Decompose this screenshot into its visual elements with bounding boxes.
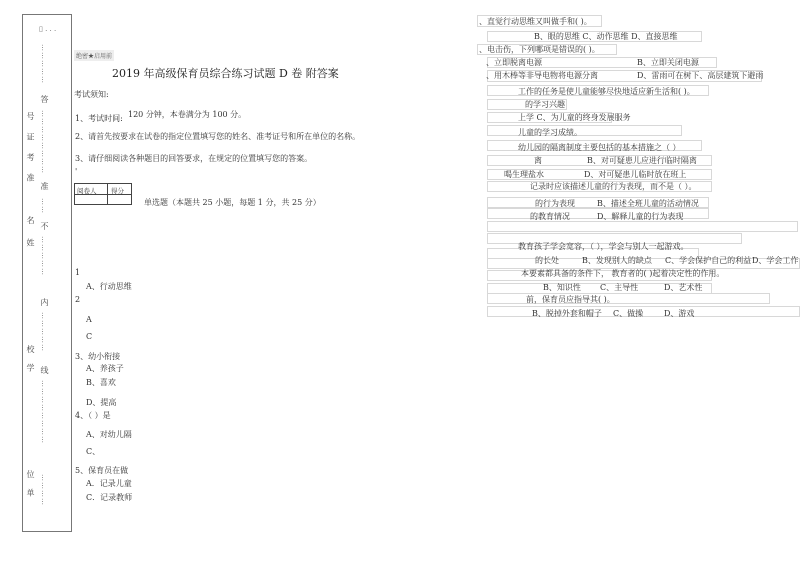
notice-heading: 考试须知: [74, 90, 109, 99]
question-2-number: 2 [75, 295, 81, 304]
right-question-2-option-d: D、雷雨可在树下、高层建筑下避雨 [637, 71, 764, 80]
right-question-2-option-b: B、立即关闭电源 [637, 58, 699, 67]
binding-school-label: 校 学 [26, 345, 35, 376]
binding-unit-label: 位 单 [26, 470, 35, 501]
right-question-5-option-b: B、描述全班儿童的活动情况 [597, 199, 699, 208]
right-question-4-option-d: D、对可疑患儿临时放在班上 [584, 170, 687, 179]
question-3-option-b: B、喜欢 [86, 378, 116, 387]
binding-dotted-line-7: ………… [40, 474, 48, 506]
right-question-3-options-bc: 上学 C、为儿童的终身发展服务 [518, 113, 631, 122]
question-4-option-a: A、对幼儿隔 [86, 430, 132, 439]
right-question-6-option-a: 的长处 [535, 256, 559, 265]
right-question-8: 前，保育员应指导其( )。 [526, 295, 615, 304]
right-question-3-option-a: 的学习兴趣 [525, 100, 565, 109]
right-question-2-option-a: 、立即脱离电源 [486, 58, 542, 67]
binding-dotted-line-2: …………………… [40, 110, 48, 174]
right-question-5-option-a: 的行为表现 [535, 199, 575, 208]
right-question-8-option-b: B、脱掉外套和帽子 [532, 309, 602, 318]
section-heading: 单选题（本题共 25 小题，每题 1 分，共 25 分） [144, 198, 321, 207]
right-question-8-option-c: C、做操 [613, 309, 644, 318]
binding-line-label: 线 [40, 366, 49, 375]
right-question-4: 幼儿园的隔离制度主要包括的基本措施之（ ） [518, 143, 681, 152]
stray-mark: ' [75, 167, 78, 176]
binding-top-dots: ▯ . . . [39, 25, 57, 33]
question-1-number: 1 [75, 268, 81, 277]
question-3: 3、幼小衔接 [75, 352, 121, 361]
question-3-option-d: D、提高 [86, 398, 117, 407]
right-question-1-options: B、眼的思维 C、动作思维 D、直接思维 [534, 32, 678, 41]
right-question-2-option-c: 、用木棒等非导电物将电源分离 [486, 71, 598, 80]
binding-not-label: 准 [40, 182, 49, 191]
score-table-divider [75, 194, 131, 195]
score-table-grader-header: 阅卷人 [77, 187, 97, 195]
binding-bu-label: 不 [40, 222, 49, 231]
binding-answer-label: 答 [40, 95, 49, 104]
right-question-2: 、电击伤，下列哪项是错误的( )。 [479, 45, 600, 54]
right-question-4-option-a: 离 [534, 156, 542, 165]
right-question-4-option-b: B、对可疑患儿应进行临时隔离 [587, 156, 697, 165]
binding-dotted-line-1: …………… [40, 44, 48, 84]
question-5-option-a: A．记录儿童 [86, 479, 132, 488]
binding-dotted-line-3: …… [40, 198, 48, 214]
binding-id-label: 号 证 考 准 [26, 112, 35, 187]
binding-name-label: 名 姓 [26, 216, 35, 253]
right-question-1: 、直觉行动思维又叫做手和( )。 [479, 17, 592, 26]
answer-box [487, 125, 682, 136]
question-3-option-a: A、养孩子 [86, 364, 124, 373]
right-question-6-option-d: D、学会工作 [752, 256, 799, 265]
right-question-3: 工作的任务是使儿童能够尽快地适应新生活和( )。 [518, 87, 695, 96]
notice-1-rest: 120 分钟，本卷满分为 100 分。 [128, 110, 247, 119]
binding-dotted-line-6: …………………… [40, 380, 48, 444]
binding-dotted-line-5: …………… [40, 312, 48, 352]
score-table [74, 183, 132, 205]
binding-nei-label: 内 [40, 298, 49, 307]
right-question-4-option-c: 喝生理盐水 [504, 170, 544, 179]
question-5: 5、保育员在做 [75, 466, 129, 475]
right-question-5-option-c: 的教育情况 [530, 212, 570, 221]
question-1-option-a: A、行动思维 [86, 282, 132, 291]
question-5-option-c: C．记录教师 [86, 493, 133, 502]
notice-3: 3、请仔细阅读各种题目的回答要求，在规定的位置填写您的答案。 [75, 154, 313, 163]
right-question-6-option-c: C、学会保护自己的利益 [665, 256, 752, 265]
right-question-3-option-d: 儿童的学习成绩。 [518, 128, 582, 137]
score-table-column-divider [107, 184, 108, 204]
right-question-8-option-d: D、游戏 [664, 309, 695, 318]
binding-dotted-line-4: …………… [40, 236, 48, 276]
notice-1-prefix: 1、考试时间: [75, 114, 123, 123]
right-question-7: 本要素都具备的条件下， 教育者的( )起着决定性的作用。 [521, 269, 725, 278]
right-question-7-option-b: B、知识性 [543, 283, 581, 292]
question-2-option-a: A [86, 315, 92, 324]
right-question-7-option-d: D、艺术性 [664, 283, 703, 292]
right-question-6: 教育孩子学会宽容，（ ），学会与别人一起游戏。 [518, 242, 689, 251]
notice-2: 2、请首先按要求在试卷的指定位置填写您的姓名、准考证号和所在单位的名称。 [75, 132, 361, 141]
question-4: 4、（ ）是 [75, 411, 111, 420]
secret-tag: 绝密★启用前 [74, 50, 114, 61]
question-4-option-c: C、 [86, 447, 101, 456]
exam-title: 2019 年高级保育员综合练习试题 D 卷 附答案 [112, 67, 339, 80]
question-2-option-c: C [86, 332, 93, 341]
right-question-5-option-d: D、解释儿童的行为表现 [597, 212, 684, 221]
answer-box [487, 221, 798, 232]
right-question-7-option-c: C、主导性 [600, 283, 639, 292]
right-question-6-option-b: B、发现别人的缺点 [582, 256, 652, 265]
score-table-score-header: 得分 [111, 187, 124, 195]
right-question-5: 记录时应该描述儿童的行为表现，而不是（ ）。 [530, 182, 697, 191]
